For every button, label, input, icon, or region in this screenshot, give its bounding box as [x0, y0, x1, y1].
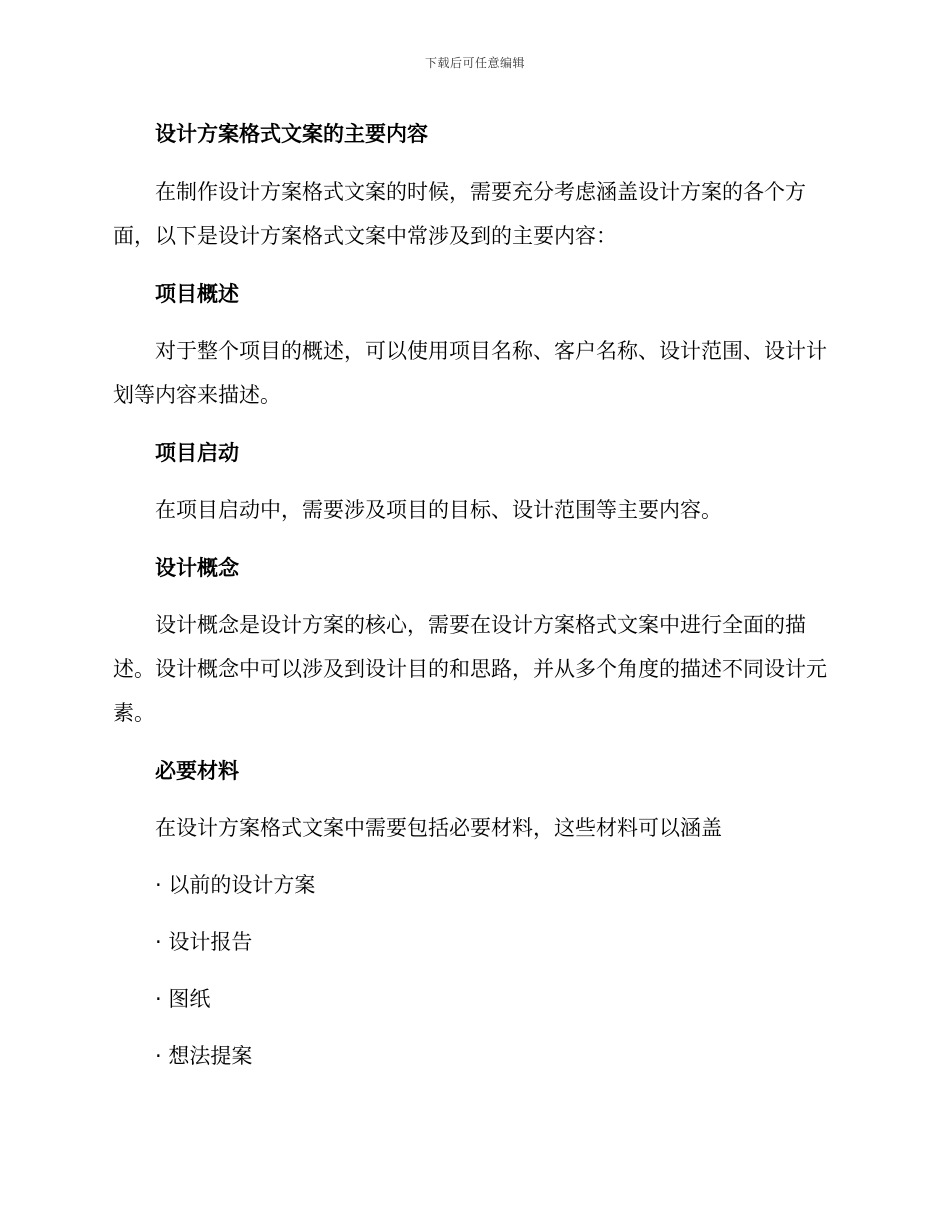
intro-paragraph: 在制作设计方案格式文案的时候，需要充分考虑涵盖设计方案的各个方面，以下是设计方案格式文案中常涉及到的主要内容： — [113, 180, 806, 248]
section-heading-overview: 项目概述 — [155, 282, 239, 306]
document-body — [113, 112, 833, 1078]
page-header: 下载后可任意编辑 — [424, 56, 525, 70]
section-heading-concept: 设计概念 — [155, 556, 239, 580]
list-item: · 设计报告 — [155, 930, 253, 954]
list-item: · 想法提案 — [155, 1044, 253, 1068]
section-body-kickoff: 在项目启动中，需要涉及项目的目标、设计范围等主要内容。 — [155, 498, 722, 522]
section-body-overview: 对于整个项目的概述，可以使用项目名称、客户名称、设计范围、设计计划等内容来描述。 — [113, 339, 827, 407]
section-heading-materials: 必要材料 — [155, 759, 239, 783]
document-title: 设计方案格式文案的主要内容 — [155, 122, 428, 146]
section-body-concept: 设计概念是设计方案的核心，需要在设计方案格式文案中进行全面的描述。设计概念中可以涉及到设计目的和思路，并从多个角度的描述不同设计元素。 — [113, 613, 827, 725]
section-heading-kickoff: 项目启动 — [155, 441, 239, 465]
list-item: · 图纸 — [155, 987, 211, 1011]
list-item: · 以前的设计方案 — [155, 873, 316, 897]
section-body-materials: 在设计方案格式文案中需要包括必要材料，这些材料可以涵盖 — [155, 816, 722, 840]
